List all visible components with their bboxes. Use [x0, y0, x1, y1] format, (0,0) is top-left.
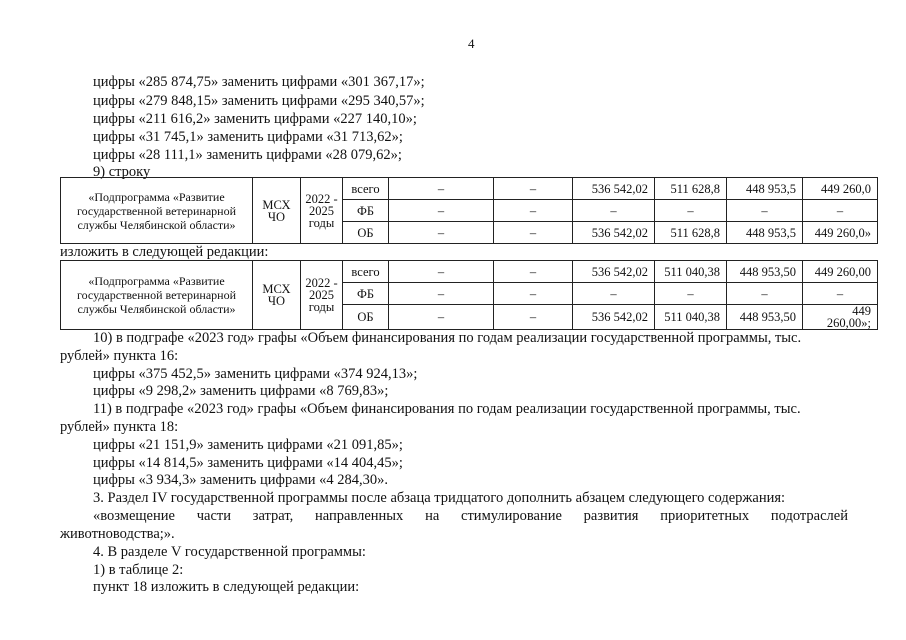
value-cell: –: [494, 305, 573, 330]
paragraph-line: цифры «9 298,2» заменить цифрами «8 769,83»;: [93, 383, 389, 399]
value-cell: 536 542,02: [573, 178, 655, 200]
paragraph-line: цифры «28 111,1» заменить цифрами «28 079,62»;: [93, 147, 402, 163]
value-cell: 536 542,02: [573, 222, 655, 244]
source-cell: ФБ: [343, 283, 389, 305]
value-cell: 511 628,8: [655, 222, 727, 244]
paragraph-line: изложить в следующей редакции:: [60, 244, 269, 260]
paragraph-line: 4. В разделе V государственной программы:: [93, 544, 366, 560]
value-cell: 449 260,00»;: [803, 305, 878, 330]
value-cell: –: [389, 305, 494, 330]
paragraph-line: 3. Раздел IV государственной программы после абзаца тридцатого дополнить абзацем следующего содержания:: [93, 490, 786, 506]
paragraph-line: пункт 18 изложить в следующей редакции:: [93, 579, 360, 595]
value-cell: 536 542,02: [573, 261, 655, 283]
value-cell: –: [389, 283, 494, 305]
value-cell: 449 260,00: [803, 261, 878, 283]
paragraph-line: цифры «3 934,3» заменить цифрами «4 284,30».: [93, 472, 389, 488]
old-row-table: [60, 177, 878, 244]
years-cell: 2022 - 2025 годы: [301, 178, 343, 244]
source-cell: всего: [343, 178, 389, 200]
table-row: [61, 261, 878, 283]
value-cell: –: [389, 261, 494, 283]
value-cell: 536 542,02: [573, 305, 655, 330]
value-cell: –: [494, 283, 573, 305]
value-cell: –: [727, 200, 803, 222]
value-cell: –: [573, 200, 655, 222]
table-row: [61, 178, 878, 200]
paragraph-line: цифры «21 151,9» заменить цифрами «21 091,85»;: [93, 437, 403, 453]
value-cell: –: [573, 283, 655, 305]
paragraph-line: 10) в подграфе «2023 год» графы «Объем финансирования по годам реализации государственной программы, тыс.: [93, 330, 802, 346]
value-cell: –: [389, 178, 494, 200]
paragraph-line: цифры «211 616,2» заменить цифрами «227 140,10»;: [93, 111, 417, 127]
value-cell: –: [655, 200, 727, 222]
paragraph-line: 11) в подграфе «2023 год» графы «Объем финансирования по годам реализации государственной программы, тыс.: [93, 401, 801, 417]
paragraph-line: цифры «31 745,1» заменить цифрами «31 713,62»;: [93, 129, 403, 145]
value-cell: 448 953,5: [727, 222, 803, 244]
value-cell: 448 953,5: [727, 178, 803, 200]
value-cell: –: [494, 261, 573, 283]
value-cell: –: [727, 283, 803, 305]
paragraph-line: 1) в таблице 2:: [93, 562, 184, 578]
paragraph-line: животноводства;».: [60, 526, 175, 542]
value-cell: –: [494, 178, 573, 200]
program-name-cell: «Подпрограмма «Развитие государственной ветеринарной службы Челябинской области»: [61, 178, 253, 244]
value-cell: 449 260,0: [803, 178, 878, 200]
value-cell: –: [389, 200, 494, 222]
paragraph-line: цифры «285 874,75» заменить цифрами «301 367,17»;: [93, 74, 425, 90]
paragraph-line: рублей» пункта 18:: [60, 419, 179, 435]
value-cell: –: [389, 222, 494, 244]
value-cell: –: [655, 283, 727, 305]
source-cell: ФБ: [343, 200, 389, 222]
value-cell: –: [494, 200, 573, 222]
value-cell: 449 260,0»: [803, 222, 878, 244]
paragraph-line: цифры «14 814,5» заменить цифрами «14 404,45»;: [93, 455, 403, 471]
new-row-table: [60, 260, 878, 330]
value-cell: 511 628,8: [655, 178, 727, 200]
paragraph-line: цифры «375 452,5» заменить цифрами «374 924,13»;: [93, 366, 418, 382]
source-cell: ОБ: [343, 305, 389, 330]
source-cell: ОБ: [343, 222, 389, 244]
value-cell: –: [494, 222, 573, 244]
value-cell: 448 953,50: [727, 305, 803, 330]
paragraph-line: рублей» пункта 16:: [60, 348, 179, 364]
value-cell: 511 040,38: [655, 261, 727, 283]
executor-cell: МСХ ЧО: [253, 261, 301, 330]
value-cell: –: [803, 200, 878, 222]
executor-cell: МСХ ЧО: [253, 178, 301, 244]
paragraph-line: «возмещение части затрат, направленных на стимулирование развития приоритетных подотраслей: [93, 508, 848, 524]
page-number: 4: [468, 36, 475, 51]
value-cell: –: [803, 283, 878, 305]
value-cell: 448 953,50: [727, 261, 803, 283]
value-cell: 511 040,38: [655, 305, 727, 330]
years-cell: 2022 - 2025 годы: [301, 261, 343, 330]
source-cell: всего: [343, 261, 389, 283]
paragraph-line: цифры «279 848,15» заменить цифрами «295 340,57»;: [93, 93, 425, 109]
program-name-cell: «Подпрограмма «Развитие государственной ветеринарной службы Челябинской области»: [61, 261, 253, 330]
paragraph-line: 9) строку: [93, 164, 151, 180]
